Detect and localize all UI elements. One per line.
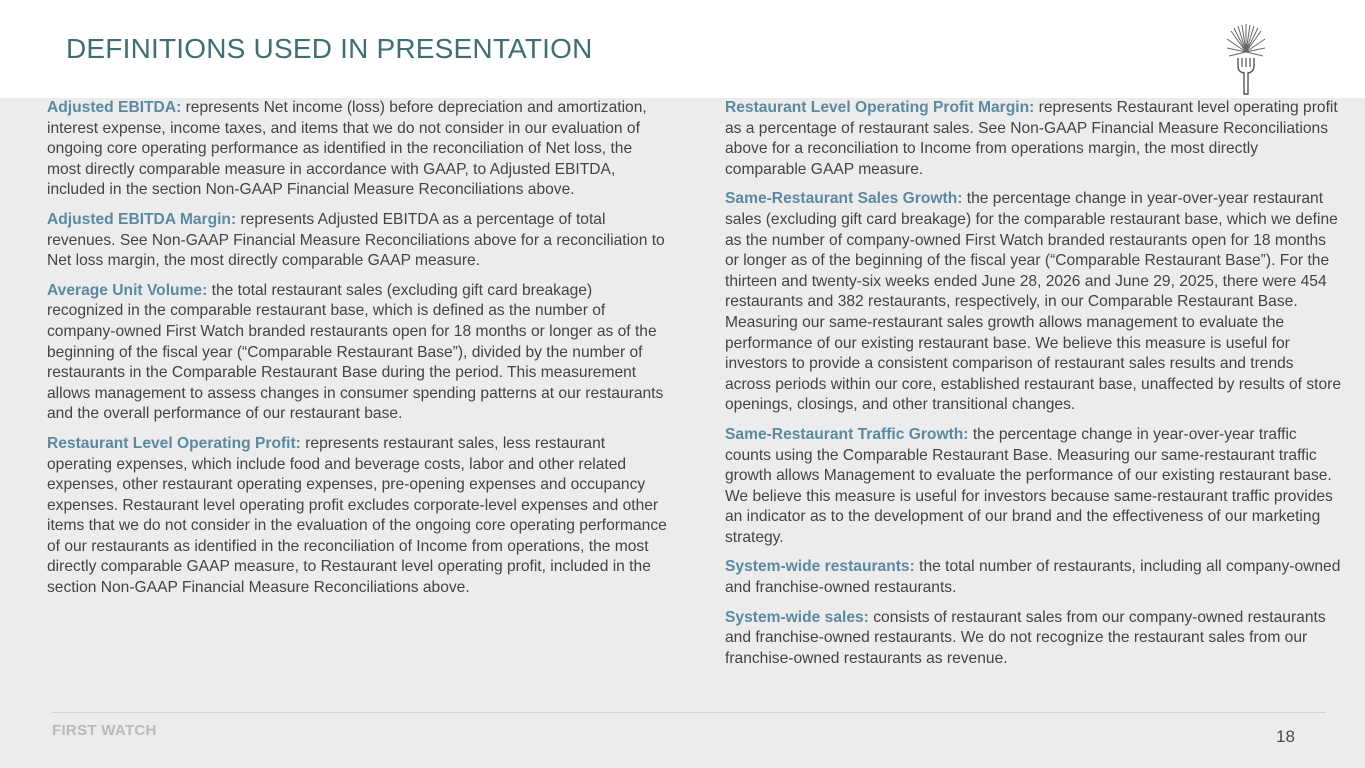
- definition-same-restaurant-traffic-growth: [725, 425, 1341, 549]
- definition-term: System-wide sales:: [725, 608, 869, 626]
- definition-system-wide-sales: [725, 608, 1341, 670]
- definition-restaurant-level-operating-profit: [47, 434, 667, 599]
- slide-header: [0, 0, 1365, 98]
- definition-term: Restaurant Level Operating Profit Margin:: [725, 99, 1035, 116]
- definition-adjusted-ebitda-margin: [47, 210, 667, 272]
- definition-text: consists of restaurant sales from our company-owned restaurants and franchise-owned restaurants. We do not recognize the restaurant sales from our franchise-owned restaurants as revenue.: [725, 608, 1326, 667]
- definition-term: Adjusted EBITDA:: [47, 99, 182, 116]
- definition-text: the percentage change in year-over-year restaurant sales (excluding gift card breakage) for the comparable restaurant base, which we define as the number of company-owned First Watch branded restaurants open for 18 months or longer as of the beginning of the fiscal year (“Comparable Restaurant Base”). For the thirteen and twenty-six weeks ended June 28, 2026 and June 29, 2025, there were 454 restaurants and 382 restaurants, respectively, in our Comparable Restaurant Base. Measuring our same-restaurant sales growth allows management to evaluate the performance of our existing restaurant base. We believe this measure is useful for investors to provide a consistent comparison of restaurant sales results and trends across periods within our core, established restaurant base, unaffected by results of store openings, closings, and other transitional changes.: [725, 190, 1341, 414]
- definition-text: represents Net income (loss) before depreciation and amortization, interest expense, income taxes, and items that we do not consider in our evaluation of ongoing core operating performance as identified in the reconciliation of Net loss, the most directly comparable measure in accordance with GAAP, to Adjusted EBITDA, included in the section Non-GAAP Financial Measure Reconciliations above.: [47, 99, 647, 199]
- fork-burst-icon: [1226, 22, 1266, 96]
- footer-divider: [52, 712, 1326, 713]
- definitions-right-column: [725, 98, 1341, 678]
- definition-average-unit-volume: [47, 281, 667, 425]
- definition-text: the percentage change in year-over-year traffic counts using the Comparable Restaurant Base. Measuring our same-restaurant traffic growth allows Management to evaluate the performance of our existing restaurant base. We believe this measure is useful for investors because same-restaurant traffic provides an indicator as to the development of our brand and the effectiveness of our marketing strategy.: [725, 425, 1333, 546]
- definition-text: the total restaurant sales (excluding gift card breakage) recognized in the comparable restaurant base, which is defined as the number of company-owned First Watch branded restaurants open for 18 months or longer as of the beginning of the fiscal year (“Comparable Restaurant Base”), divided by the number of restaurants in the Comparable Restaurant Base during the period. This measurement allows management to assess changes in consumer spending patterns at our restaurants and the overall performance of our restaurant base.: [47, 281, 664, 423]
- definition-adjusted-ebitda: [47, 98, 667, 201]
- definition-term: System-wide restaurants:: [725, 558, 915, 576]
- definition-term: Restaurant Level Operating Profit:: [47, 434, 301, 452]
- definition-text: represents Adjusted EBITDA as a percentage of total revenues. See Non-GAAP Financial Measure Reconciliations above for a reconciliation to Net loss margin, the most directly comparable GAAP measure.: [47, 210, 665, 270]
- definition-text: the total number of restaurants, including all company-owned and franchise-owned restaurants.: [725, 558, 1341, 597]
- definitions-left-column: [47, 98, 667, 608]
- definition-term: Same-Restaurant Sales Growth:: [725, 190, 963, 208]
- definition-term: Same-Restaurant Traffic Growth:: [725, 425, 969, 443]
- definition-system-wide-restaurants: [725, 557, 1341, 598]
- definition-text: represents restaurant sales, less restaurant operating expenses, which include food and beverage costs, labor and other related expenses, other restaurant operating expenses, pre-opening expenses and occupancy expenses. Restaurant level operating profit excludes corporate-level expenses and other items that we do not consider in the evaluation of the ongoing core operating performance of our restaurants as identified in the reconciliation of Income from operations, the most directly comparable GAAP measure, to Restaurant level operating profit, included in the section Non-GAAP Financial Measure Reconciliations above.: [47, 434, 667, 597]
- definition-term: Adjusted EBITDA Margin:: [47, 210, 237, 228]
- page-title: DEFINITIONS USED IN PRESENTATION: [66, 33, 593, 64]
- definition-term: Average Unit Volume:: [47, 281, 208, 299]
- page-number: 18: [1276, 727, 1295, 746]
- definition-restaurant-level-operating-profit-margin: [725, 98, 1341, 180]
- brand-wordmark: FIRST WATCH: [52, 722, 157, 739]
- definition-same-restaurant-sales-growth: [725, 189, 1341, 416]
- definition-text: represents Restaurant level operating profit as a percentage of restaurant sales. See Non-GAAP Financial Measure Reconciliations above for a reconciliation to Income from operations margin, the most directly comparable GAAP measure.: [725, 99, 1338, 178]
